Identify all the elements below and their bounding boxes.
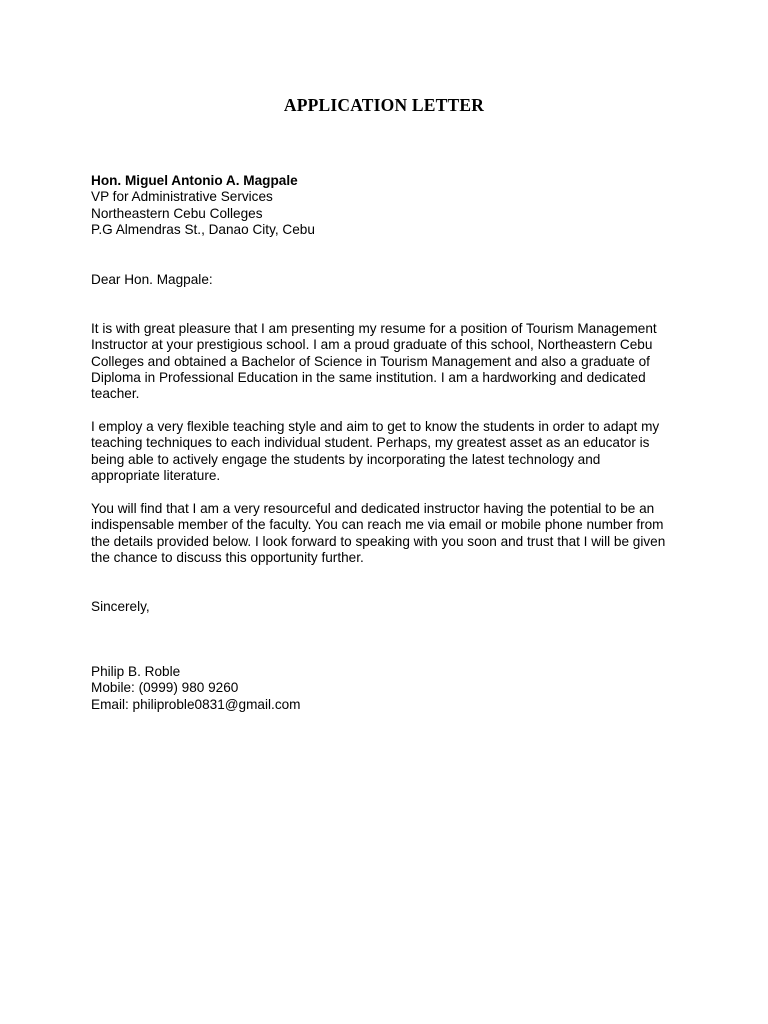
recipient-address: P.G Almendras St., Danao City, Cebu [91,221,315,237]
paragraph-line: It is with great pleasure that I am presenting my resume for a position of Tourism Management [91,321,657,336]
salutation [91,272,691,288]
paragraph-3 [91,501,691,566]
signature-block [91,664,691,713]
paragraph-1 [91,321,691,402]
paragraph-line: indispensable member of the faculty. You can reach me via email or mobile phone number from [91,517,664,533]
closing [91,599,691,615]
paragraph-line: teaching techniques to each individual student. Perhaps, my greatest asset as an educator is [91,435,650,451]
signature-email: Email: philiproble0831@gmail.com [91,696,301,712]
recipient-position: VP for Administrative Services [91,189,273,205]
paragraph-line: Colleges and obtained a Bachelor of Science in Tourism Management and also a graduate of [91,353,650,369]
paragraph-2 [91,419,691,484]
signature-name: Philip B. Roble [91,664,181,679]
paragraph-line: being able to actively engage the students by incorporating the latest technology and [91,451,601,467]
recipient-block [91,173,691,238]
paragraph-line: You will find that I am a very resourceful and dedicated instructor having the potential to be an [91,501,655,516]
paragraph-line: Diploma in Professional Education in the same institution. I am a hardworking and dedicated [91,369,646,385]
paragraph-line: the details provided below. I look forward to speaking with you soon and trust that I will be given [91,533,666,549]
document-title: APPLICATION LETTER [283,95,485,115]
closing-text: Sincerely, [91,599,150,614]
paragraph-line: I employ a very flexible teaching style and aim to get to know the students in order to adapt my [91,419,660,434]
paragraph-line: the chance to discuss this opportunity further. [91,549,364,565]
salutation-text: Dear Hon. Magpale: [91,272,213,287]
paragraph-line: appropriate literature. [91,467,221,483]
paragraph-line: teacher. [91,386,140,402]
recipient-name: Hon. Miguel Antonio A. Magpale [91,173,298,188]
signature-mobile: Mobile: (0999) 980 9260 [91,680,239,696]
paragraph-line: Instructor at your prestigious school. I am a proud graduate of this school, Northeastern Cebu [91,337,653,353]
recipient-institution: Northeastern Cebu Colleges [91,205,263,221]
